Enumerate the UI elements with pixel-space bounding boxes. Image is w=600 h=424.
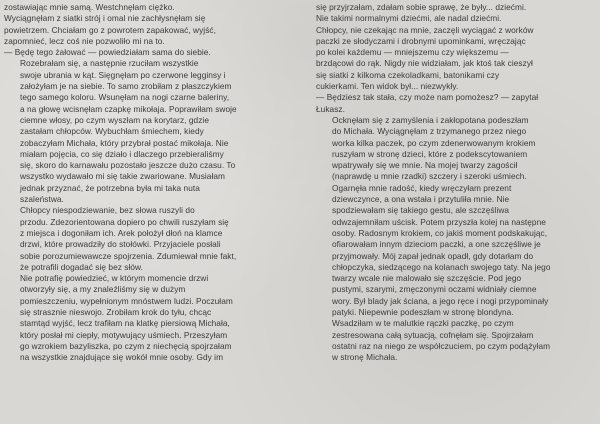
- text-line: przodu. Zdezorientowana dopiero po chwili ruszyłam się: [20, 216, 229, 227]
- text-line: otworzyły się, a my znaleźliśmy się w dużym: [20, 284, 186, 295]
- text-line: powietrzem. Chciałam go z powrotem zapakować, wyjść,: [4, 24, 216, 35]
- text-line: ciemne włosy, po czym wyszłam na korytarz, gdzie: [20, 114, 209, 125]
- text-line: się, skoro do karnawału pozostało jeszcze dużo czasu. To: [20, 160, 236, 171]
- text-line: (naprawdę u mnie rzadki) szczery i szeroki uśmiech.: [332, 171, 527, 182]
- text-line: ostatni raz na niego ze współczuciem, po czym podążyłam: [332, 340, 551, 351]
- text-line: wpatrywały się we mnie. Na mojej twarzy zagościł: [332, 160, 518, 171]
- text-line: z miejsca i dogoniłam ich. Arek położył dłoń na klamce: [20, 227, 223, 238]
- text-line: Wsadziłam w te malutkie rączki paczkę, po czym: [332, 318, 514, 329]
- text-line: sobie porozumiewawcze spojrzenia. Zdumiewał mnie fakt,: [20, 250, 237, 261]
- right-page-paragraph: [316, 115, 596, 364]
- text-line: paczki ze słodyczami i drobnymi upominkami, wręczając: [316, 35, 526, 46]
- text-line: tego samego koloru. Wsunęłam na nogi czarne baleriny,: [20, 92, 230, 103]
- right-page-paragraph: [316, 2, 596, 115]
- text-line: zapomnieć, lecz coś nie pozwoliło mi na to.: [4, 35, 165, 46]
- text-line: zastałam chłopców. Wybuchłam śmiechem, kiedy: [20, 126, 204, 137]
- left-page-paragraph: [4, 2, 286, 58]
- text-line: zobaczyłam Michała, który przybrał postać mikołaja. Nie: [20, 137, 229, 148]
- text-line: miałam pojęcia, co się działo i dlaczego przebieraliśmy: [20, 148, 224, 159]
- text-line: w stronę Michała.: [332, 352, 398, 363]
- text-line: Nie takimi normalnymi dziećmi, ale nadal dziećmi.: [316, 13, 502, 24]
- text-line: się strasznie nieswojo. Zrobiłam krok do tyłu, chcąc: [20, 307, 212, 318]
- text-line: wory. Był blady jak ściana, a jego ręce i nogi przypominały: [332, 295, 549, 306]
- left-page-paragraph: [4, 273, 286, 363]
- text-line: — Będę tego żałować — powiedziałam sama do siebie.: [4, 47, 211, 58]
- left-page-paragraph: [4, 205, 286, 273]
- text-line: Chłopcy niespodziewanie, bez słowa ruszyli do: [20, 205, 195, 216]
- left-page-text: [4, 2, 286, 364]
- text-line: brzdącowi do rąk. Nigdy nie widziałam, jak ktoś tak cieszył: [316, 58, 533, 69]
- text-line: odwzajemniłam uścisk. Potem przyszła kolej na następne: [332, 216, 546, 227]
- text-line: zestresowana całą sytuacją, cofnęłam się. Spojrzałam: [332, 329, 534, 340]
- text-line: osoby. Radosnym krokiem, co jakiś moment podskakując,: [332, 227, 548, 238]
- text-line: dziewczynce, a ona wstała i przytuliła mnie. Nie: [332, 194, 510, 205]
- text-line: wszystko wydawało mi się takie zwariowane. Musiałam: [20, 171, 225, 182]
- right-page-text: [316, 2, 596, 364]
- text-line: chłopczyka, siedzącego na kolanach swojego taty. Na jego: [332, 261, 551, 272]
- text-line: swoje ubrania w kąt. Sięgnęłam po czerwone legginsy i: [20, 69, 226, 80]
- text-line: się przyjrzałam, zdałam sobie sprawę, że były... dziećmi.: [316, 2, 527, 12]
- text-line: ofiarowałam innym dzieciom paczki, a one szczęśliwe je: [332, 239, 541, 250]
- text-line: pomieszczeniu, wypełnionym mnóstwem ludzi. Poczułam: [20, 295, 233, 306]
- text-line: patyki. Niepewnie podeszłam w stronę blondyna.: [332, 307, 514, 318]
- text-line: Łukasz.: [316, 103, 345, 114]
- text-line: się siatki z kilkoma czekoladkami, batonikami czy: [316, 69, 500, 80]
- text-line: Ogarnęła mnie radość, kiedy wręczyłam prezent: [332, 182, 512, 193]
- text-line: na wszystkie znajdujące się wokół mnie osoby. Gdy im: [20, 352, 224, 363]
- text-line: drzwi, które prowadziły do stołówki. Przyjaciele posłali: [20, 239, 221, 250]
- text-line: Wyciągnęłam z siatki strój i omal nie zachłysnęłam się: [4, 13, 206, 24]
- text-line: po kolei każdemu — mniejszemu czy większemu —: [316, 47, 509, 58]
- text-line: Chłopcy, nie czekając na mnie, zaczęli wyciągać z worków: [316, 24, 534, 35]
- text-line: który posłał mi ciepły, motywujący uśmiech. Przeszyłam: [20, 329, 228, 340]
- text-line: założyłam je na siebie. To samo zrobiłam z płaszczykiem: [20, 81, 232, 92]
- text-line: twarzy wcale nie malowało się szczęście. Pod jego: [332, 273, 522, 284]
- text-line: worka kilka paczek, po czym zdenerwowanym krokiem: [332, 137, 536, 148]
- text-line: stamtąd wyjść, lecz trafiłam na klatkę piersiową Michała,: [20, 318, 230, 329]
- text-line: przyjmowały. Mój zapał jednak opadł, gdy dotarłam do: [332, 250, 534, 261]
- text-line: zostawiając mnie samą. Westchnęłam ciężko.: [4, 2, 175, 12]
- text-line: Ocknęłam się z zamyślenia i zakłopotana podeszłam: [332, 114, 529, 125]
- text-line: a na głowę wcisnęłam czapkę mikołaja. Poprawiłam swoje: [20, 103, 237, 114]
- text-line: — Będziesz tak stała, czy może nam pomożesz? — zapytał: [316, 92, 539, 103]
- text-line: spodziewałam się takiego gestu, ale szczęśliwa: [332, 205, 510, 216]
- text-line: Nie potrafię powiedzieć, w którym momencie drzwi: [20, 273, 209, 284]
- text-line: Rozebrałam się, a następnie rzuciłam wszystkie: [20, 58, 199, 69]
- text-line: ruszyłam w stronę dzieci, które z podekscytowaniem: [332, 148, 528, 159]
- text-line: do Michała. Wyciągnęłam z trzymanego przez niego: [332, 126, 527, 137]
- text-line: szaleństwa.: [20, 194, 64, 205]
- text-line: pustymi, szarymi, zmęczonymi oczami widniały ciemne: [332, 284, 537, 295]
- text-line: cukierkami. Ten widok był... niezwykły.: [316, 81, 459, 92]
- text-line: że potrafili dogadać się bez słów.: [20, 261, 143, 272]
- text-line: go wzrokiem bazyliszka, po czym z niechęcią spojrzałam: [20, 340, 232, 351]
- left-page-paragraph: [4, 58, 286, 205]
- text-line: jednak przyznać, że potrzebna była mi taka nuta: [20, 182, 200, 193]
